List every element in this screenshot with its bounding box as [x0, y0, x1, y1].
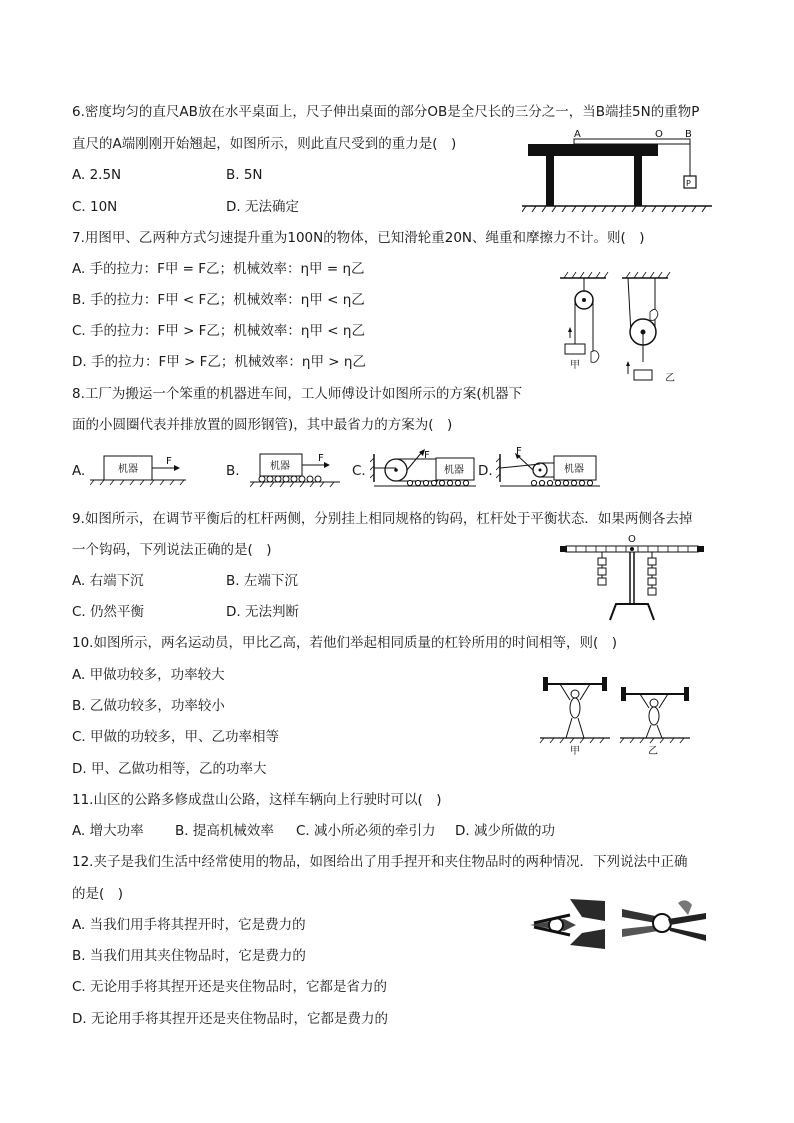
q10-option-b: B. 乙做功较多，功率较小: [72, 698, 225, 714]
q6-label-o: O: [655, 129, 663, 140]
q11-stem: 11.山区的公路多修成盘山公路，这样车辆向上行驶时可以( ): [72, 792, 442, 808]
q10-stem: 10.如图所示，两名运动员，甲比乙高，若他们举起相同质量的杠铃所用的时间相等，则( ): [72, 635, 618, 651]
q12-option-a: A. 当我们用手将其捏开时，它是费力的: [72, 917, 306, 933]
q8-option-a-letter: A.: [72, 463, 86, 479]
q7-pulley-figure: [558, 272, 688, 387]
q7-label-jia: 甲: [570, 360, 580, 371]
q6-option-d: D. 无法确定: [226, 199, 299, 215]
q8-option-c-letter: C.: [352, 463, 366, 479]
q6-option-b: B. 5N: [226, 167, 263, 183]
q9-option-b: B. 左端下沉: [226, 573, 298, 589]
q6-option-c: C. 10N: [72, 199, 118, 215]
q7-option-d: D. 手的拉力：F甲 > F乙；机械效率：η甲 > η乙: [72, 354, 366, 370]
q11-option-b: B. 提高机械效率: [175, 823, 274, 839]
q8-a-machine-label: 机器: [118, 464, 138, 475]
q8-stem-line2: 面的小圆圈代表并排放置的圆形钢管)，其中最省力的方案为( ): [72, 417, 453, 433]
q8-figure-c: [370, 446, 480, 490]
q10-option-a: A. 甲做功较多，功率较大: [72, 667, 225, 683]
q8-figure-d: [496, 446, 604, 490]
q10-label-jia: 甲: [570, 746, 580, 757]
q12-stem-line2: 的是( ): [72, 886, 124, 902]
q8-b-force-label: F: [318, 453, 324, 464]
q9-option-a: A. 右端下沉: [72, 573, 144, 589]
q7-option-b: B. 手的拉力：F甲 < F乙；机械效率：η甲 < η乙: [72, 292, 365, 308]
q7-label-yi: 乙: [665, 373, 675, 384]
q6-label-a: A: [574, 129, 581, 140]
q9-option-c: C. 仍然平衡: [72, 604, 145, 620]
q8-option-d-letter: D.: [478, 463, 493, 479]
q6-stem-line2: 直尺的A端刚刚开始翘起，如图所示，则此直尺受到的重力是( ): [72, 136, 457, 152]
q6-ruler-table-figure: [522, 128, 717, 212]
q9-option-d: D. 无法判断: [226, 604, 299, 620]
q9-lever-figure: [560, 534, 705, 624]
q11-option-c: C. 减小所必须的牵引力: [296, 823, 436, 839]
q8-figure-a: [90, 452, 190, 490]
q7-option-c: C. 手的拉力：F甲 > F乙；机械效率：η甲 < η乙: [72, 323, 365, 339]
q6-option-a: A. 2.5N: [72, 167, 122, 183]
q7-option-a: A. 手的拉力：F甲 = F乙；机械效率：η甲 = η乙: [72, 261, 365, 277]
q8-figure-b: [250, 450, 345, 490]
q12-option-c: C. 无论用手将其捏开还是夹住物品时，它都是省力的: [72, 979, 388, 995]
q8-b-machine-label: 机器: [270, 461, 290, 472]
q8-d-force-label: F: [516, 446, 522, 457]
q8-c-force-label: F: [424, 450, 430, 461]
q12-clip-photos-figure: [530, 895, 710, 955]
q10-weightlifters-figure: [538, 670, 698, 760]
q8-option-b-letter: B.: [226, 463, 240, 479]
q9-stem-line1: 9.如图所示，在调节平衡后的杠杆两侧，分别挂上相同规格的钩码，杠杆处于平衡状态．如果两侧各去掉: [72, 511, 693, 527]
q10-option-d: D. 甲、乙做功相等，乙的功率大: [72, 761, 267, 777]
q6-stem-line1: 6.密度均匀的直尺AB放在水平桌面上，尺子伸出桌面的部分OB是全尺长的三分之一，当B端挂5N的重物P: [72, 104, 700, 120]
q10-option-c: C. 甲做的功较多，甲、乙功率相等: [72, 729, 280, 745]
q6-label-p: P: [686, 179, 691, 188]
q7-stem: 7.用图甲、乙两种方式匀速提升重为100N的物体，已知滑轮重20N、绳重和摩擦力不计。则( ): [72, 230, 645, 246]
q12-option-b: B. 当我们用其夹住物品时，它是费力的: [72, 948, 306, 964]
q9-label-o: O: [628, 534, 636, 545]
q8-c-machine-label: 机器: [444, 465, 464, 476]
q10-label-yi: 乙: [648, 746, 658, 757]
q8-a-force-label: F: [166, 456, 172, 467]
q8-stem-line1: 8.工厂为搬运一个笨重的机器进车间，工人师傅设计如图所示的方案(机器下: [72, 386, 523, 402]
q12-option-d: D. 无论用手将其捏开还是夹住物品时，它都是费力的: [72, 1011, 388, 1027]
q6-label-b: B: [685, 129, 692, 140]
q12-stem-line1: 12.夹子是我们生活中经常使用的物品，如图给出了用手捏开和夹住物品时的两种情况．下列说法中正确: [72, 854, 688, 870]
q11-option-a: A. 增大功率: [72, 823, 144, 839]
q9-stem-line2: 一个钩码，下列说法正确的是( ): [72, 542, 272, 558]
q8-d-machine-label: 机器: [564, 464, 584, 475]
q11-option-d: D. 减少所做的功: [455, 823, 555, 839]
